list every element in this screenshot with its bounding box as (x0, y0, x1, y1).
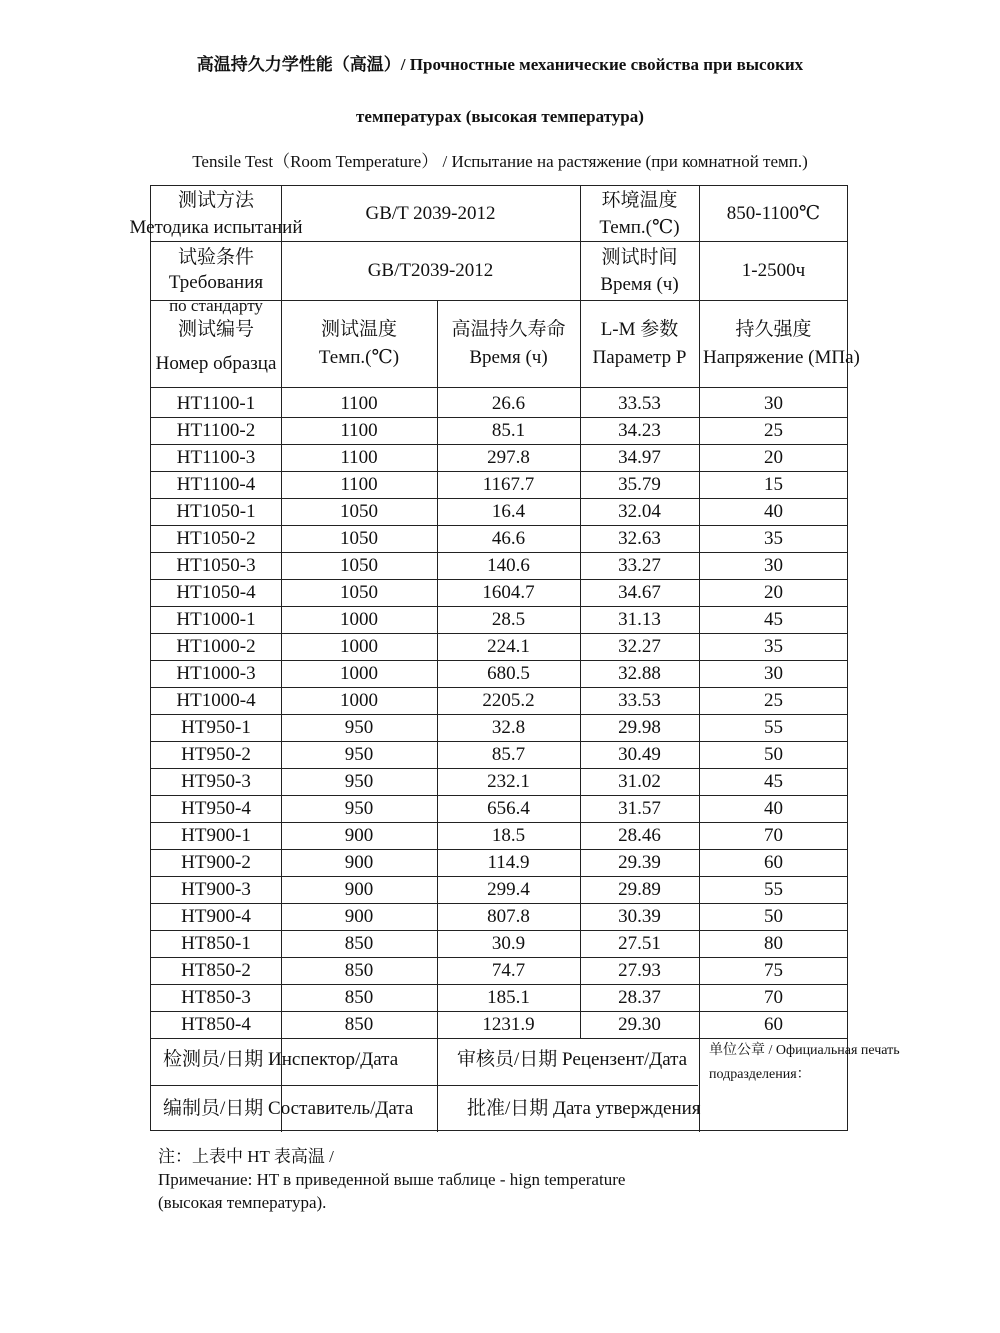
cell-rupture-life: 656.4 (487, 797, 530, 819)
col-temp-ru: Темп.(℃) (318, 347, 400, 368)
cell-lm-parameter: 29.39 (618, 851, 661, 873)
cell-lm-parameter: 30.49 (618, 743, 661, 765)
cell-temperature: 900 (344, 878, 374, 900)
conditions-label-ru-standard: по стандарту (169, 296, 263, 315)
table-rule (151, 1085, 698, 1086)
cell-stress: 40 (764, 500, 783, 522)
cell-lm-parameter: 32.88 (618, 662, 661, 684)
cell-sample-id: HT1050-3 (176, 554, 256, 576)
cell-lm-parameter: 30.39 (618, 905, 661, 927)
col-sample-id-ru: Номер образца (155, 353, 277, 374)
cell-rupture-life: 185.1 (487, 986, 530, 1008)
cell-rupture-life: 85.1 (491, 419, 526, 441)
cell-sample-id: HT900-2 (181, 851, 251, 873)
col-lm-zh: L-M 参数 (600, 319, 679, 340)
cell-stress: 40 (764, 797, 783, 819)
cell-stress: 45 (764, 608, 783, 630)
cell-stress: 50 (764, 905, 783, 927)
cell-lm-parameter: 34.97 (618, 446, 661, 468)
cell-stress: 50 (764, 743, 783, 765)
cell-sample-id: HT850-1 (181, 932, 251, 954)
cell-temperature: 1000 (340, 662, 378, 684)
cell-temperature: 900 (344, 851, 374, 873)
cell-stress: 45 (764, 770, 783, 792)
cell-temperature: 950 (344, 716, 374, 738)
cell-lm-parameter: 33.27 (618, 554, 661, 576)
footer-compiler: 编制员/日期 Составитель/Дата (163, 1098, 414, 1119)
page-subtitle: Tensile Test（Room Temperature） / Испытание на растяжение (при комнатной темп.) (192, 152, 808, 171)
cell-sample-id: HT850-3 (181, 986, 251, 1008)
cell-lm-parameter: 32.27 (618, 635, 661, 657)
cell-lm-parameter: 28.46 (618, 824, 661, 846)
cell-sample-id: HT850-2 (181, 959, 251, 981)
cell-rupture-life: 232.1 (487, 770, 530, 792)
cell-stress: 15 (764, 473, 783, 495)
cell-sample-id: HT900-1 (181, 824, 251, 846)
cell-stress: 35 (764, 527, 783, 549)
cell-stress: 25 (764, 689, 783, 711)
cell-temperature: 1050 (340, 527, 378, 549)
cell-temperature: 850 (344, 959, 374, 981)
cell-rupture-life: 140.6 (487, 554, 530, 576)
cell-stress: 60 (764, 1013, 783, 1035)
cell-temperature: 900 (344, 905, 374, 927)
cell-sample-id: HT1000-2 (176, 635, 256, 657)
cell-rupture-life: 30.9 (491, 932, 526, 954)
cell-temperature: 1100 (340, 419, 378, 441)
env-temp-label-zh: 环境温度 (601, 190, 678, 211)
cell-stress: 80 (764, 932, 783, 954)
cell-lm-parameter: 34.23 (618, 419, 661, 441)
cell-lm-parameter: 35.79 (618, 473, 661, 495)
cell-temperature: 850 (344, 932, 374, 954)
note-line-1: 注：上表中 HT 表高温 / (158, 1147, 334, 1166)
cell-sample-id: HT950-3 (181, 770, 251, 792)
conditions-label-zh: 试验条件 (177, 247, 254, 268)
cell-sample-id: HT1100-4 (176, 473, 256, 495)
cell-temperature: 1100 (340, 392, 378, 414)
seal-line-1: 单位公章 / Официальная печать (709, 1043, 900, 1058)
cell-sample-id: HT1050-4 (176, 581, 256, 603)
cell-rupture-life: 16.4 (491, 500, 526, 522)
page-title-line-1: 高温持久力学性能（高温）/ Прочностные механические свойства при высоких (196, 55, 804, 74)
conditions-label-ru: Требования (168, 272, 264, 293)
cell-rupture-life: 74.7 (491, 959, 526, 981)
cell-rupture-life: 1231.9 (482, 1013, 535, 1035)
cell-temperature: 900 (344, 824, 374, 846)
cell-temperature: 1000 (340, 689, 378, 711)
cell-lm-parameter: 27.51 (618, 932, 661, 954)
cell-rupture-life: 114.9 (487, 851, 530, 873)
env-temp-value: 850-1100℃ (726, 203, 821, 224)
cell-rupture-life: 2205.2 (482, 689, 535, 711)
results-table (129, 185, 860, 1131)
col-stress-zh: 持久强度 (735, 319, 812, 340)
cell-rupture-life: 18.5 (491, 824, 526, 846)
cell-stress: 20 (764, 446, 783, 468)
method-value: GB/T 2039-2012 (365, 202, 496, 224)
cell-temperature: 850 (344, 1013, 374, 1035)
test-time-label-zh: 测试时间 (601, 247, 678, 268)
official-seal-label (709, 1039, 900, 1087)
cell-temperature: 850 (344, 986, 374, 1008)
cell-rupture-life: 299.4 (487, 878, 530, 900)
cell-rupture-life: 224.1 (487, 635, 530, 657)
cell-sample-id: HT1050-2 (176, 527, 256, 549)
footer-approval: 批准/日期 Дата утверждения (467, 1098, 701, 1119)
cell-lm-parameter: 31.02 (618, 770, 661, 792)
cell-rupture-life: 1167.7 (482, 473, 535, 495)
footer-reviewer: 审核员/日期 Рецензент/Дата (457, 1049, 688, 1070)
cell-rupture-life: 26.6 (491, 392, 526, 414)
cell-temperature: 1050 (340, 581, 378, 603)
cell-rupture-life: 32.8 (491, 716, 526, 738)
table-rule (151, 387, 847, 388)
col-sample-id-zh: 测试编号 (177, 319, 254, 340)
note-line-2: Примечание: HT в приведенной выше таблице - hign temperature (158, 1170, 626, 1189)
cell-stress: 30 (764, 554, 783, 576)
cell-lm-parameter: 33.53 (618, 689, 661, 711)
cell-sample-id: HT1000-3 (176, 662, 256, 684)
col-temp-zh: 测试温度 (320, 319, 397, 340)
cell-stress: 20 (764, 581, 783, 603)
cell-lm-parameter: 29.89 (618, 878, 661, 900)
cell-sample-id: HT1100-3 (176, 446, 256, 468)
cell-sample-id: HT1000-1 (176, 608, 256, 630)
cell-sample-id: HT1050-1 (176, 500, 256, 522)
cell-lm-parameter: 29.30 (618, 1013, 661, 1035)
cell-temperature: 1100 (340, 473, 378, 495)
cell-stress: 55 (764, 716, 783, 738)
page-title-line-2: температурах (высокая температура) (356, 107, 644, 126)
cell-sample-id: HT950-1 (181, 716, 251, 738)
test-time-label-ru: Время (ч) (600, 274, 679, 295)
cell-sample-id: HT900-4 (181, 905, 251, 927)
test-time-value: 1-2500ч (741, 259, 806, 281)
cell-sample-id: HT1100-2 (176, 419, 256, 441)
col-stress-ru: Напряжение (МПа) (703, 347, 860, 368)
cell-temperature: 1000 (340, 635, 378, 657)
cell-stress: 55 (764, 878, 783, 900)
note-line-3: (высокая температура). (158, 1193, 327, 1212)
cell-rupture-life: 85.7 (491, 743, 526, 765)
cell-stress: 30 (764, 392, 783, 414)
cell-lm-parameter: 32.63 (618, 527, 661, 549)
cell-stress: 25 (764, 419, 783, 441)
cell-stress: 30 (764, 662, 783, 684)
cell-temperature: 1100 (340, 446, 378, 468)
cell-temperature: 950 (344, 797, 374, 819)
cell-lm-parameter: 33.53 (618, 392, 661, 414)
cell-stress: 70 (764, 824, 783, 846)
cell-rupture-life: 1604.7 (482, 581, 535, 603)
cell-temperature: 1050 (340, 554, 378, 576)
cell-lm-parameter: 31.57 (618, 797, 661, 819)
col-life-ru: Время (ч) (469, 347, 548, 368)
footer-inspector: 检测员/日期 Инспектор/Дата (163, 1049, 399, 1070)
cell-rupture-life: 680.5 (487, 662, 530, 684)
seal-line-2: подразделения： (709, 1067, 811, 1082)
cell-stress: 75 (764, 959, 783, 981)
cell-sample-id: HT950-2 (181, 743, 251, 765)
env-temp-label-ru: Темп.(℃) (599, 217, 680, 238)
cell-lm-parameter: 27.93 (618, 959, 661, 981)
cell-rupture-life: 807.8 (487, 905, 530, 927)
cell-lm-parameter: 34.67 (618, 581, 661, 603)
cell-stress: 70 (764, 986, 783, 1008)
cell-lm-parameter: 28.37 (618, 986, 661, 1008)
col-life-zh: 高温持久寿命 (451, 319, 566, 340)
cell-temperature: 950 (344, 770, 374, 792)
cell-rupture-life: 46.6 (491, 527, 526, 549)
conditions-value: GB/T2039-2012 (367, 259, 494, 281)
cell-sample-id: HT1000-4 (176, 689, 256, 711)
cell-temperature: 1050 (340, 500, 378, 522)
cell-stress: 35 (764, 635, 783, 657)
cell-lm-parameter: 29.98 (618, 716, 661, 738)
cell-sample-id: HT850-4 (181, 1013, 251, 1035)
cell-sample-id: HT1100-1 (176, 392, 256, 414)
method-label-ru: Методика испытаний (129, 217, 303, 238)
col-lm-ru: Параметр P (592, 347, 687, 368)
cell-sample-id: HT900-3 (181, 878, 251, 900)
cell-rupture-life: 297.8 (487, 446, 530, 468)
cell-temperature: 950 (344, 743, 374, 765)
cell-lm-parameter: 31.13 (618, 608, 661, 630)
cell-rupture-life: 28.5 (491, 608, 526, 630)
cell-temperature: 1000 (340, 608, 378, 630)
method-label-zh: 测试方法 (177, 190, 254, 211)
cell-stress: 60 (764, 851, 783, 873)
cell-sample-id: HT950-4 (181, 797, 251, 819)
cell-lm-parameter: 32.04 (618, 500, 661, 522)
